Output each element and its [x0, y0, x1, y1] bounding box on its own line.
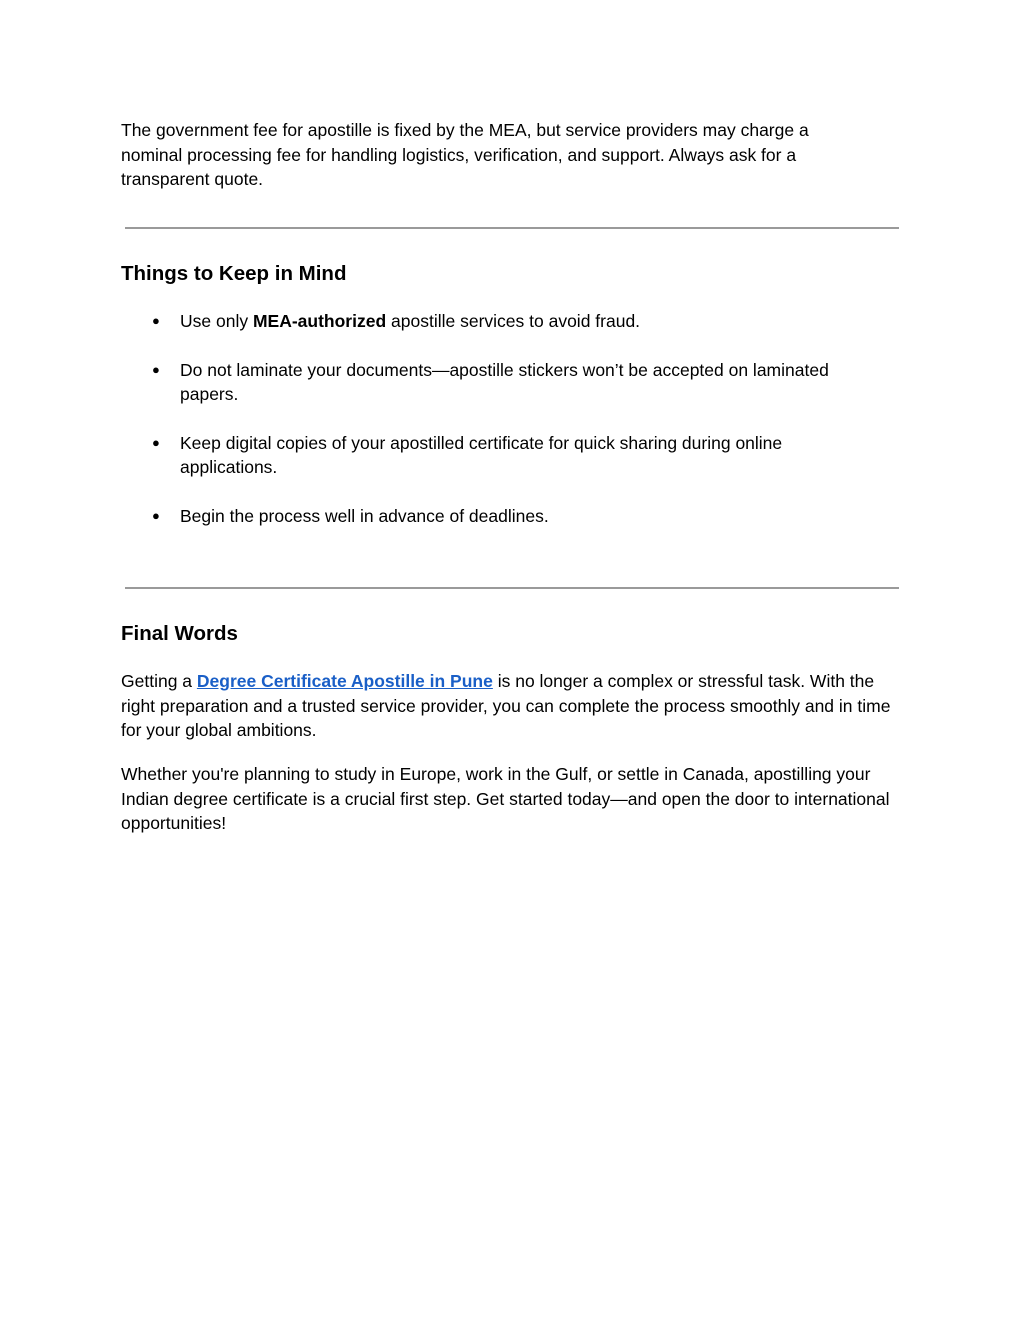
document-page: [121, 118, 907, 833]
paragraph-text-after: is no longer a complex or stressful task. With the right preparation and a trusted service provider, you can complete the process smoothly and in time for your global ambitions.: [121, 671, 891, 740]
degree-apostille-link[interactable]: Degree Certificate Apostille in Pune: [196, 671, 493, 691]
list-item: [121, 309, 880, 334]
list-item: [121, 504, 880, 529]
final-words-paragraph-2: [121, 762, 907, 836]
final-words-paragraph-1-text: [121, 669, 907, 743]
section-divider-1: [125, 227, 899, 229]
paragraph-text-before: Getting a: [121, 671, 197, 691]
list-item: [121, 431, 880, 480]
list-item-bold-text: MEA-authorized: [252, 311, 387, 331]
list-item-text-before: Use only: [180, 311, 253, 331]
list-item-text: Begin the process well in advance of deadlines.: [180, 505, 549, 526]
bullet-icon: ●: [152, 361, 160, 377]
list-item-text-after: apostille services to avoid fraud.: [386, 311, 641, 331]
list-item: [121, 358, 880, 407]
bullet-icon: ●: [152, 313, 160, 328]
section-heading-final-words: Final Words: [121, 622, 238, 645]
keep-in-mind-list: [121, 309, 907, 552]
bullet-icon: ●: [152, 507, 160, 523]
final-words-paragraph-2-text: Whether you're planning to study in Europe, work in the Gulf, or settle in Canada, apostilling your Indian degree certificate is a crucial first step. Get started today—and open the door to international opportunities!: [121, 764, 890, 833]
list-item-text: Do not laminate your documents—apostille stickers won’t be accepted on laminated papers.: [180, 359, 829, 404]
bullet-icon: ●: [152, 434, 160, 450]
intro-paragraph: The government fee for apostille is fixed by the MEA, but service providers may charge a nominal processing fee for handling logistics, verification, and support. Always ask for a transparent quote.: [121, 120, 809, 189]
list-item-text: Keep digital copies of your apostilled certificate for quick sharing during online applications.: [180, 432, 783, 477]
final-words-paragraph-1: [121, 669, 907, 743]
section-heading-keep-in-mind: Things to Keep in Mind: [121, 262, 347, 285]
section-divider-2: [125, 587, 899, 589]
